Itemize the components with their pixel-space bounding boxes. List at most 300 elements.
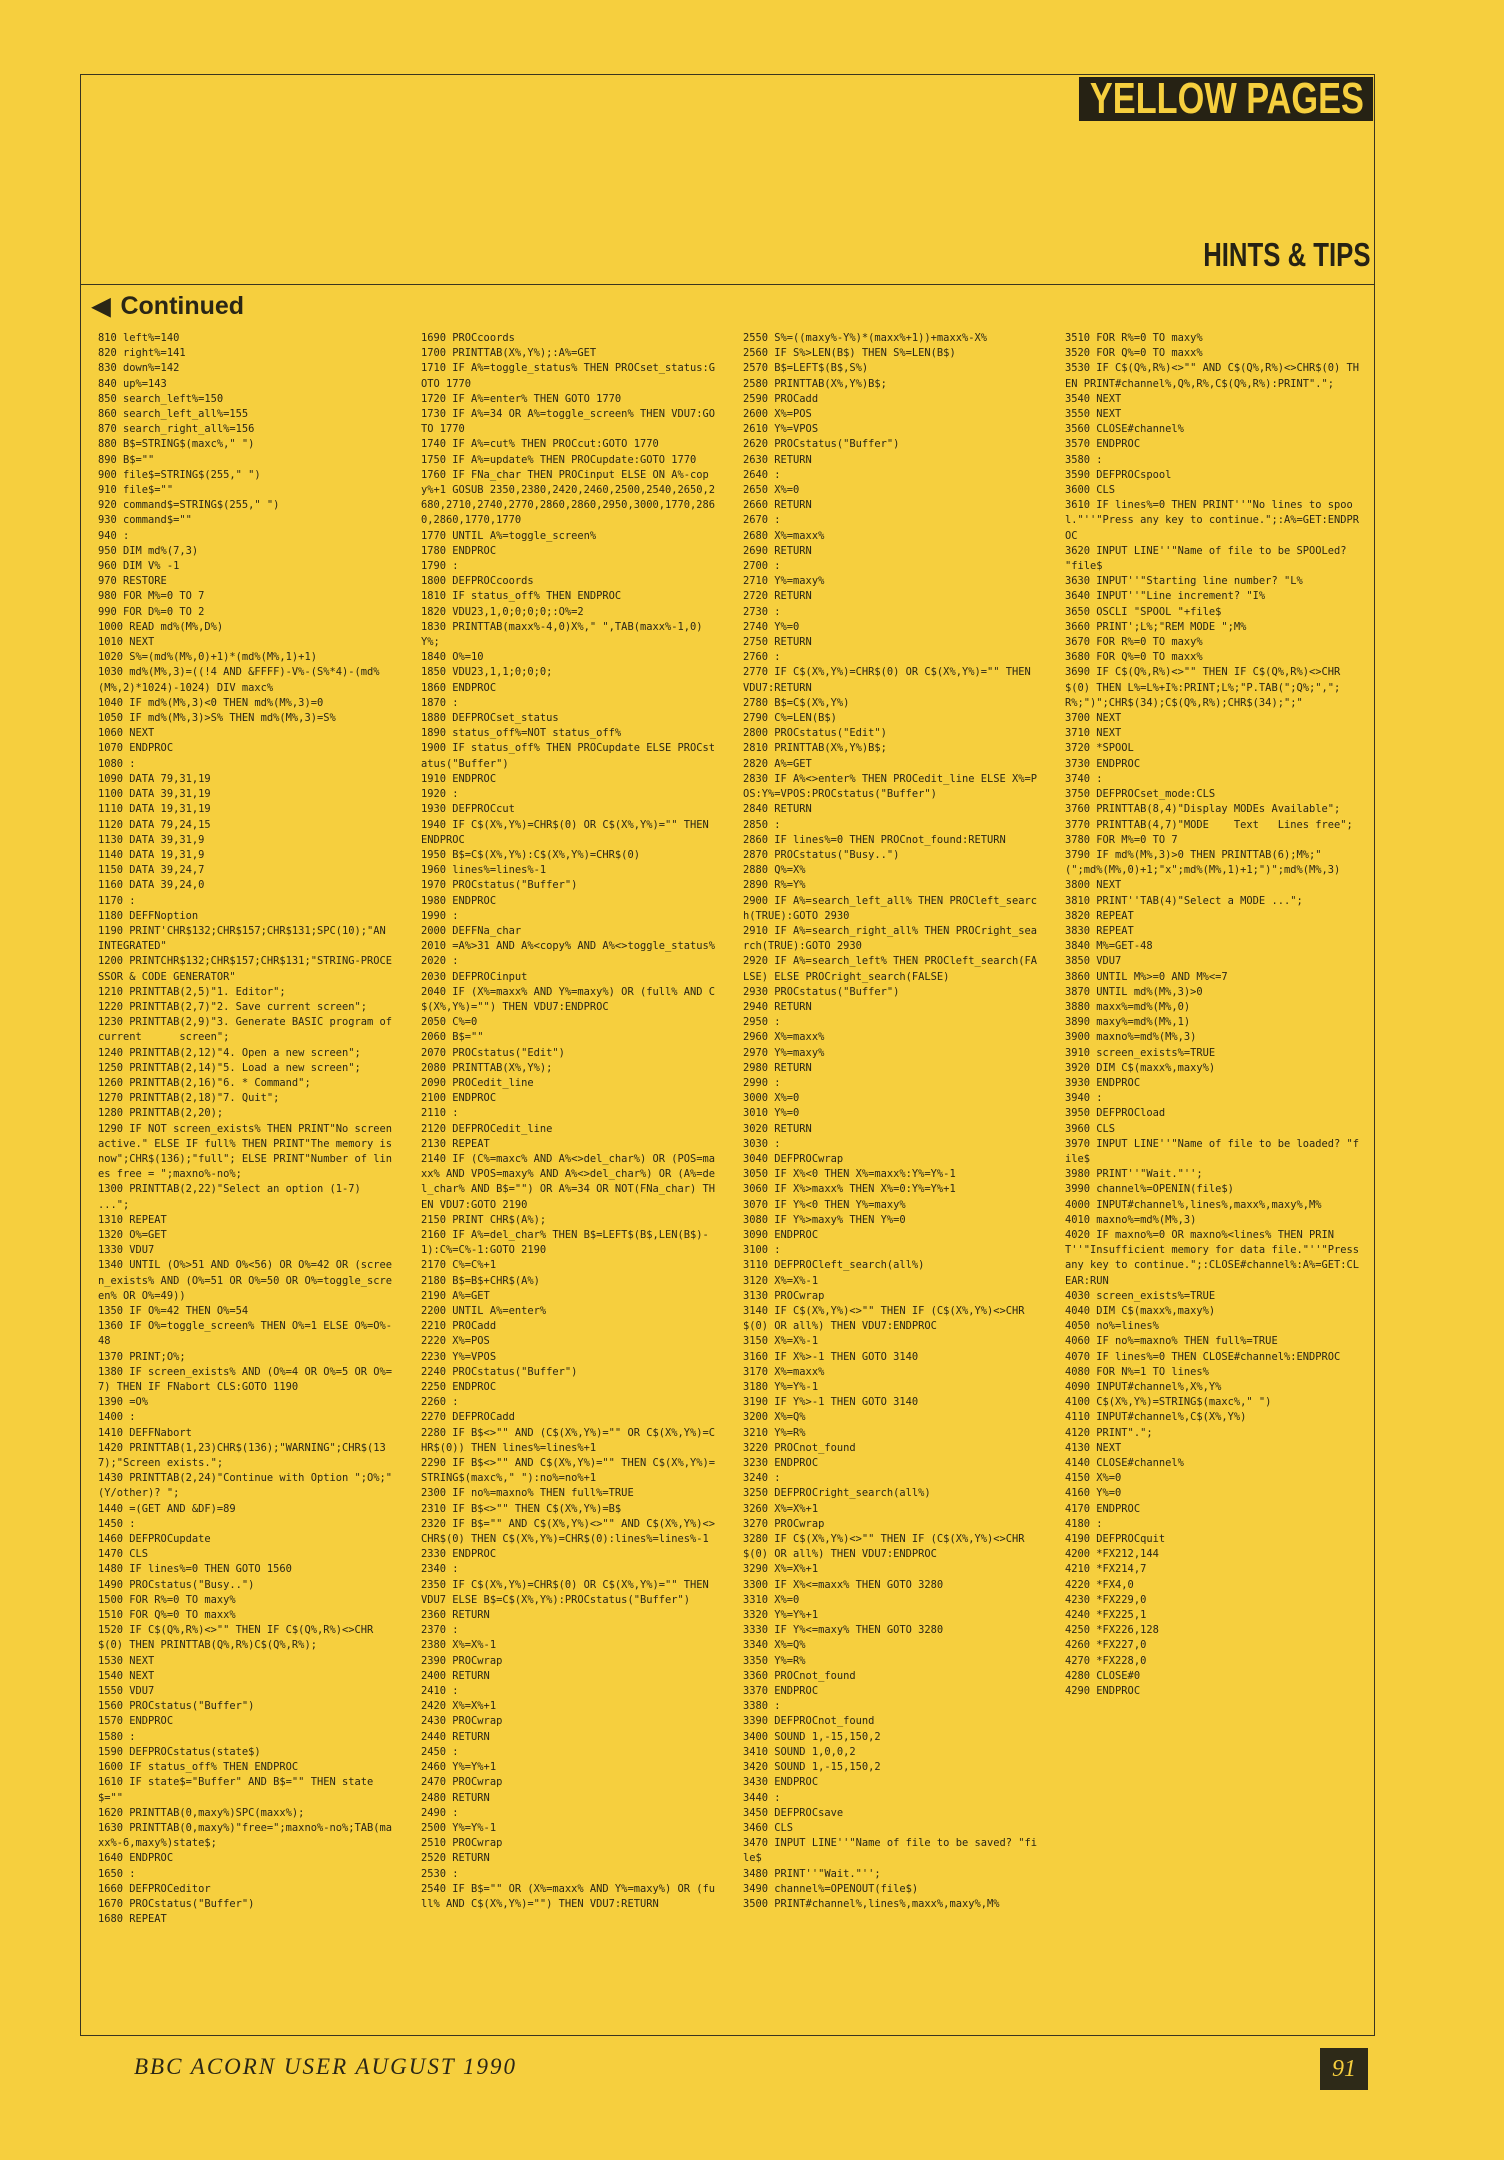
code-line: 2170 C%=C%+1: [421, 1259, 497, 1272]
code-line: 3600 CLS: [1065, 484, 1116, 497]
code-line: 2760 :: [743, 651, 781, 664]
code-line: 1660 DEFPROCeditor: [98, 1882, 211, 1895]
code-line: 2190 A%=GET: [421, 1289, 490, 1302]
code-line: 3810 PRINT''TAB(4)"Select a MODE ...";: [1065, 894, 1303, 907]
code-line: 3200 X%=Q%: [743, 1411, 806, 1424]
code-line: 2520 RETURN: [421, 1852, 490, 1865]
code-line: 1920 :: [421, 788, 459, 801]
code-line: 1990 :: [421, 909, 459, 922]
code-line: 1370 PRINT;O%;: [98, 1350, 186, 1363]
code-line: 3870 UNTIL md%(M%,3)>0: [1065, 985, 1203, 998]
code-line: 4070 IF lines%=0 THEN CLOSE#channel%:ENDPROC: [1065, 1350, 1341, 1363]
code-line: 2850 :: [743, 818, 781, 831]
code-line: 2020 :: [421, 955, 459, 968]
code-line: 3550 NEXT: [1065, 408, 1122, 421]
code-line: 2210 PROCadd: [421, 1320, 497, 1333]
code-line: 2920 IF A%=search_left% THEN PROCleft_search(FALSE) ELSE PROCright_search(FALSE): [743, 955, 1038, 983]
code-line: 3280 IF C$(X%,Y%)<>"" THEN IF (C$(X%,Y%)<>CHR$(0) OR all%) THEN VDU7:ENDPROC: [743, 1533, 1025, 1561]
code-line: 2370 :: [421, 1624, 459, 1637]
code-line: 930 command$="": [98, 514, 192, 527]
code-line: 2380 X%=X%-1: [421, 1639, 497, 1652]
code-line: 880 B$=STRING$(maxc%," "): [98, 438, 255, 451]
page-number: 91: [1320, 2048, 1368, 2090]
code-line: 1940 IF C$(X%,Y%)=CHR$(0) OR C$(X%,Y%)="" THEN ENDPROC: [421, 818, 716, 846]
code-line: 1620 PRINTTAB(0,maxy%)SPC(maxx%);: [98, 1806, 305, 1819]
code-line: 4000 INPUT#channel%,lines%,maxx%,maxy%,M%: [1065, 1198, 1322, 1211]
code-line: 2780 B$=C$(X%,Y%): [743, 696, 850, 709]
code-line: 2330 ENDPROC: [421, 1548, 497, 1561]
code-line: 3700 NEXT: [1065, 712, 1122, 725]
code-line: 2120 DEFPROCedit_line: [421, 1122, 553, 1135]
code-line: 1200 PRINTCHR$132;CHR$157;CHR$131;"STRING-PROCESSOR & CODE GENERATOR": [98, 955, 393, 983]
code-line: 1450 :: [98, 1517, 136, 1530]
code-line: 2260 :: [421, 1396, 459, 1409]
code-line: 1000 READ md%(M%,D%): [98, 620, 224, 633]
code-line: 3450 DEFPROCsave: [743, 1806, 844, 1819]
code-line: 3670 FOR R%=0 TO maxy%: [1065, 636, 1203, 649]
code-line: 4110 INPUT#channel%,C$(X%,Y%): [1065, 1411, 1247, 1424]
code-line: 2450 :: [421, 1745, 459, 1758]
code-line: 3410 SOUND 1,0,0,2: [743, 1745, 856, 1758]
code-line: 3380 :: [743, 1700, 781, 1713]
code-line: 4280 CLOSE#0: [1065, 1669, 1141, 1682]
code-line: 2410 :: [421, 1685, 459, 1698]
code-line: 3000 X%=0: [743, 1092, 800, 1105]
code-line: 3830 REPEAT: [1065, 924, 1134, 937]
code-line: 1320 O%=GET: [98, 1228, 167, 1241]
code-line: 3170 X%=maxx%: [743, 1365, 825, 1378]
code-line: 1020 S%=(md%(M%,0)+1)*(md%(M%,1)+1): [98, 651, 317, 664]
code-line: 3400 SOUND 1,-15,150,2: [743, 1730, 881, 1743]
code-line: 4270 *FX228,0: [1065, 1654, 1147, 1667]
code-line: 2060 B$="": [421, 1031, 484, 1044]
code-line: 1550 VDU7: [98, 1685, 155, 1698]
code-line: 4060 IF no%=maxno% THEN full%=TRUE: [1065, 1335, 1278, 1348]
code-line: 2160 IF A%=del_char% THEN B$=LEFT$(B$,LEN(B$)-1):C%=C%-1:GOTO 2190: [421, 1228, 709, 1257]
code-line: 1010 NEXT: [98, 636, 155, 649]
code-line: 4150 X%=0: [1065, 1472, 1122, 1485]
listing-column-2: [421, 331, 717, 1912]
code-line: 1630 PRINTTAB(0,maxy%)"free=";maxno%-no%;TAB(maxx%-6,maxy%)state$;: [98, 1821, 393, 1850]
code-line: 890 B$="": [98, 453, 155, 466]
code-line: 2770 IF C$(X%,Y%)=CHR$(0) OR C$(X%,Y%)="" THEN VDU7:RETURN: [743, 666, 1038, 694]
code-line: 2240 PROCstatus("Buffer"): [421, 1365, 578, 1378]
code-line: 1760 IF FNa_char THEN PROCinput ELSE ON A%-copy%+1 GOSUB 2350,2380,2420,2460,2500,2540,2650,2680,2710,2740,2770,2860,2860,2950,3000,1770,2860,2860,1770,1770: [421, 468, 716, 527]
code-line: 4100 C$(X%,Y%)=STRING$(maxc%," "): [1065, 1396, 1272, 1409]
code-line: 3940 :: [1065, 1092, 1103, 1105]
code-line: 1070 ENDPROC: [98, 742, 174, 755]
code-line: 3570 ENDPROC: [1065, 438, 1141, 451]
code-line: 2970 Y%=maxy%: [743, 1046, 825, 1059]
code-line: 810 left%=140: [98, 332, 180, 344]
code-line: 3650 OSCLI "SPOOL "+file$: [1065, 605, 1222, 618]
code-line: 4220 *FX4,0: [1065, 1578, 1134, 1591]
code-line: 2040 IF (X%=maxx% AND Y%=maxy%) OR (full% AND C$(X%,Y%)="") THEN VDU7:ENDPROC: [421, 985, 716, 1013]
code-line: 3230 ENDPROC: [743, 1457, 819, 1470]
code-line: 3190 IF Y%>-1 THEN GOTO 3140: [743, 1396, 919, 1409]
code-line: 860 search_left_all%=155: [98, 408, 249, 421]
code-line: 1910 ENDPROC: [421, 772, 497, 785]
code-line: 3180 Y%=Y%-1: [743, 1381, 819, 1394]
code-line: 3820 REPEAT: [1065, 909, 1134, 922]
code-line: 2610 Y%=VPOS: [743, 423, 819, 436]
code-line: 3850 VDU7: [1065, 955, 1122, 968]
code-line: 1830 PRINTTAB(maxx%-4,0)X%," ",TAB(maxx%-1,0)Y%;: [421, 620, 703, 649]
code-line: 3430 ENDPROC: [743, 1776, 819, 1789]
code-line: 3080 IF Y%>maxy% THEN Y%=0: [743, 1213, 906, 1226]
code-line: 1460 DEFPROCupdate: [98, 1533, 211, 1546]
code-line: 3070 IF Y%<0 THEN Y%=maxy%: [743, 1198, 906, 1211]
code-line: 2490 :: [421, 1806, 459, 1819]
code-line: 3800 NEXT: [1065, 879, 1122, 892]
code-line: 990 FOR D%=0 TO 2: [98, 605, 205, 618]
code-line: 1930 DEFPROCcut: [421, 803, 515, 816]
code-line: 1580 :: [98, 1730, 136, 1743]
code-line: 2630 RETURN: [743, 453, 812, 466]
code-line: 3630 INPUT''"Starting line number? "L%: [1065, 575, 1303, 588]
code-line: 970 RESTORE: [98, 575, 167, 588]
code-line: 1050 IF md%(M%,3)>S% THEN md%(M%,3)=S%: [98, 712, 336, 725]
code-line: 1060 NEXT: [98, 727, 155, 740]
code-line: 1840 O%=10: [421, 651, 484, 664]
code-line: 3310 X%=0: [743, 1593, 800, 1606]
code-line: 4080 FOR N%=1 TO lines%: [1065, 1365, 1209, 1378]
code-line: 2680 X%=maxx%: [743, 529, 825, 542]
code-line: 1210 PRINTTAB(2,5)"1. Editor";: [98, 985, 286, 998]
code-line: 3470 INPUT LINE''"Name of file to be saved? "file$: [743, 1837, 1038, 1865]
code-line: 1880 DEFPROCset_status: [421, 712, 559, 725]
code-line: 2150 PRINT CHR$(A%);: [421, 1213, 547, 1226]
code-line: 2290 IF B$<>"" AND C$(X%,Y%)="" THEN C$(X%,Y%)=STRING$(maxc%," "):no%=no%+1: [421, 1457, 716, 1485]
code-line: 3140 IF C$(X%,Y%)<>"" THEN IF (C$(X%,Y%)<>CHR$(0) OR all%) THEN VDU7:ENDPROC: [743, 1305, 1025, 1333]
code-line: 2440 RETURN: [421, 1730, 490, 1743]
code-line: 3360 PROCnot_found: [743, 1669, 856, 1682]
code-line: 4260 *FX227,0: [1065, 1639, 1147, 1652]
code-line: 1640 ENDPROC: [98, 1852, 174, 1865]
code-line: 1410 DEFFNabort: [98, 1426, 192, 1439]
code-line: 2230 Y%=VPOS: [421, 1350, 497, 1363]
code-line: 2730 :: [743, 605, 781, 618]
code-line: 3370 ENDPROC: [743, 1685, 819, 1698]
code-line: 1970 PROCstatus("Buffer"): [421, 879, 578, 892]
code-line: 3980 PRINT''"Wait."'';: [1065, 1168, 1203, 1181]
code-line: 3880 maxx%=md%(M%,0): [1065, 1000, 1191, 1013]
code-line: 1500 FOR R%=0 TO maxy%: [98, 1593, 236, 1606]
code-line: 3680 FOR Q%=0 TO maxx%: [1065, 651, 1203, 664]
code-line: 920 command$=STRING$(255," "): [98, 499, 280, 512]
code-line: 2990 :: [743, 1076, 781, 1089]
code-line: 3300 IF X%<=maxx% THEN GOTO 3280: [743, 1578, 944, 1591]
code-line: 2280 IF B$<>"" AND (C$(X%,Y%)="" OR C$(X%,Y%)=CHR$(0)) THEN lines%=lines%+1: [421, 1426, 716, 1454]
code-line: 3290 X%=X%+1: [743, 1563, 819, 1576]
code-line: 2390 PROCwrap: [421, 1654, 503, 1667]
code-line: 1950 B$=C$(X%,Y%):C$(X%,Y%)=CHR$(0): [421, 848, 640, 861]
code-line: 1600 IF status_off% THEN ENDPROC: [98, 1761, 299, 1774]
code-line: 2740 Y%=0: [743, 620, 800, 633]
code-line: 4250 *FX226,128: [1065, 1624, 1159, 1637]
code-line: 2340 :: [421, 1563, 459, 1576]
code-line: 2790 C%=LEN(B$): [743, 712, 837, 725]
code-line: 1390 =O%: [98, 1396, 149, 1409]
code-line: 2110 :: [421, 1107, 459, 1120]
code-line: 2700 :: [743, 560, 781, 573]
code-line: 4010 maxno%=md%(M%,3): [1065, 1213, 1197, 1226]
code-line: 3020 RETURN: [743, 1122, 812, 1135]
code-line: 1400 :: [98, 1411, 136, 1424]
code-line: 1730 IF A%=34 OR A%=toggle_screen% THEN VDU7:GOTO 1770: [421, 408, 716, 436]
code-line: 4120 PRINT".";: [1065, 1426, 1153, 1439]
code-line: 4230 *FX229,0: [1065, 1593, 1147, 1606]
code-line: 1560 PROCstatus("Buffer"): [98, 1700, 255, 1713]
code-line: 1510 FOR Q%=0 TO maxx%: [98, 1609, 236, 1622]
code-line: 1110 DATA 19,31,19: [98, 803, 211, 816]
code-line: 3220 PROCnot_found: [743, 1441, 856, 1454]
code-line: 3920 DIM C$(maxx%,maxy%): [1065, 1061, 1216, 1074]
code-line: 1330 VDU7: [98, 1244, 155, 1257]
code-line: 2800 PROCstatus("Edit"): [743, 727, 887, 740]
code-line: 2590 PROCadd: [743, 392, 819, 405]
code-line: 2940 RETURN: [743, 1000, 812, 1013]
code-line: 1860 ENDPROC: [421, 681, 497, 694]
code-line: 1240 PRINTTAB(2,12)"4. Open a new screen";: [98, 1046, 361, 1059]
code-line: 1430 PRINTTAB(2,24)"Continue with Option ";O%;" (Y/other)? ";: [98, 1472, 399, 1500]
code-line: 1670 PROCstatus("Buffer"): [98, 1897, 255, 1910]
code-line: 1420 PRINTTAB(1,23)CHR$(136);"WARNING";CHR$(137);"Screen exists.";: [98, 1441, 386, 1470]
code-line: 2480 RETURN: [421, 1791, 490, 1804]
code-line: 1570 ENDPROC: [98, 1715, 174, 1728]
code-line: 940 :: [98, 529, 130, 542]
code-line: 840 up%=143: [98, 377, 167, 390]
code-line: 2100 ENDPROC: [421, 1092, 497, 1105]
code-line: 2470 PROCwrap: [421, 1776, 503, 1789]
code-line: 1100 DATA 39,31,19: [98, 788, 211, 801]
code-line: 1280 PRINTTAB(2,20);: [98, 1107, 224, 1120]
code-line: 1340 UNTIL (O%>51 AND O%<56) OR O%=42 OR (screen_exists% AND (O%=51 OR O%=50 OR O%=toggle_screen% OR O%=49)): [98, 1259, 393, 1302]
continued-label: Continued: [120, 292, 245, 320]
listing-column-3: [743, 331, 1039, 1912]
code-line: 2090 PROCedit_line: [421, 1076, 534, 1089]
code-line: 3560 CLOSE#channel%: [1065, 423, 1184, 436]
code-line: 900 file$=STRING$(255," "): [98, 468, 261, 481]
code-line: 3100 :: [743, 1244, 781, 1257]
code-line: 2980 RETURN: [743, 1061, 812, 1074]
code-line: 1900 IF status_off% THEN PROCupdate ELSE PROCstatus("Buffer"): [421, 742, 716, 770]
code-line: 3690 IF C$(Q%,R%)<>"" THEN IF C$(Q%,R%)<>CHR$(0) THEN L%=L%+I%:PRINT;L%;"P.TAB(";Q%;",";R%;")";CHR$(34);C$(Q%,R%);CHR$(34);";": [1065, 666, 1341, 709]
code-line: 2460 Y%=Y%+1: [421, 1761, 497, 1774]
code-line: 1080 :: [98, 757, 136, 770]
code-line: 1710 IF A%=toggle_status% THEN PROCset_status:GOTO 1770: [421, 362, 716, 390]
code-line: 1540 NEXT: [98, 1669, 155, 1682]
code-line: 2270 DEFPROCadd: [421, 1411, 515, 1424]
code-line: 2840 RETURN: [743, 803, 812, 816]
code-line: 3780 FOR M%=0 TO 7: [1065, 833, 1178, 846]
code-line: 3340 X%=Q%: [743, 1639, 806, 1652]
code-line: 3750 DEFPROCset_mode:CLS: [1065, 788, 1216, 801]
code-line: 1120 DATA 79,24,15: [98, 818, 211, 831]
code-line: 1980 ENDPROC: [421, 894, 497, 907]
code-line: 4180 :: [1065, 1517, 1103, 1530]
code-line: 1690 PROCcoords: [421, 332, 515, 344]
code-line: 3010 Y%=0: [743, 1107, 800, 1120]
code-line: 1250 PRINTTAB(2,14)"5. Load a new screen";: [98, 1061, 361, 1074]
code-line: 2580 PRINTTAB(X%,Y%)B$;: [743, 377, 887, 390]
code-line: 820 right%=141: [98, 347, 186, 360]
code-line: 2810 PRINTTAB(X%,Y%)B$;: [743, 742, 887, 755]
code-line: 4030 screen_exists%=TRUE: [1065, 1289, 1216, 1302]
code-line: 2600 X%=POS: [743, 408, 812, 421]
code-line: 3620 INPUT LINE''"Name of file to be SPOOLed? "file$: [1065, 544, 1353, 573]
code-line: 3730 ENDPROC: [1065, 757, 1141, 770]
code-line: 3350 Y%=R%: [743, 1654, 806, 1667]
code-line: 1720 IF A%=enter% THEN GOTO 1770: [421, 392, 622, 405]
code-line: 1960 lines%=lines%-1: [421, 864, 547, 877]
code-line: 3770 PRINTTAB(4,7)"MODE Text Lines free";: [1065, 818, 1353, 831]
code-line: 2000 DEFFNa_char: [421, 924, 522, 937]
code-line: 1090 DATA 79,31,19: [98, 772, 211, 785]
code-line: 1270 PRINTTAB(2,18)"7. Quit";: [98, 1092, 280, 1105]
code-line: 2130 REPEAT: [421, 1137, 490, 1150]
code-line: 3240 :: [743, 1472, 781, 1485]
code-line: 3530 IF C$(Q%,R%)<>"" AND C$(Q%,R%)<>CHR$(0) THEN PRINT#channel%,Q%,R%,C$(Q%,R%):PRINT".";: [1065, 362, 1360, 390]
code-line: 1160 DATA 39,24,0: [98, 879, 205, 892]
code-line: 4190 DEFPROCquit: [1065, 1533, 1166, 1546]
code-line: 3260 X%=X%+1: [743, 1502, 819, 1515]
code-line: 2310 IF B$<>"" THEN C$(X%,Y%)=B$: [421, 1502, 622, 1515]
code-line: 1360 IF O%=toggle_screen% THEN O%=1 ELSE O%=O%-48: [98, 1320, 393, 1348]
code-line: 1230 PRINTTAB(2,9)"3. Generate BASIC program of current screen";: [98, 1016, 399, 1044]
code-line: 4130 NEXT: [1065, 1441, 1122, 1454]
code-line: 4200 *FX212,144: [1065, 1548, 1159, 1561]
code-line: 3900 maxno%=md%(M%,3): [1065, 1031, 1197, 1044]
code-line: 2080 PRINTTAB(X%,Y%);: [421, 1061, 553, 1074]
code-line: 1680 REPEAT: [98, 1913, 167, 1926]
code-line: 2010 =A%>31 AND A%<copy% AND A%<>toggle_status%: [421, 940, 716, 953]
code-line: 1770 UNTIL A%=toggle_screen%: [421, 529, 597, 542]
code-line: 4240 *FX225,1: [1065, 1609, 1147, 1622]
code-line: 3540 NEXT: [1065, 392, 1122, 405]
code-line: 2030 DEFPROCinput: [421, 970, 528, 983]
code-line: 2050 C%=0: [421, 1016, 478, 1029]
code-line: 1170 :: [98, 894, 136, 907]
code-line: 4140 CLOSE#channel%: [1065, 1457, 1184, 1470]
subsection-title: HINTS & TIPS: [1203, 236, 1371, 273]
code-line: 2430 PROCwrap: [421, 1715, 503, 1728]
code-line: 3110 DEFPROCleft_search(all%): [743, 1259, 925, 1272]
code-line: 2860 IF lines%=0 THEN PROCnot_found:RETURN: [743, 833, 1006, 846]
code-line: 1180 DEFFNoption: [98, 909, 199, 922]
code-line: 2540 IF B$="" OR (X%=maxx% AND Y%=maxy%) OR (full% AND C$(X%,Y%)="") THEN VDU7:RETURN: [421, 1882, 716, 1910]
code-line: 2510 PROCwrap: [421, 1837, 503, 1850]
code-line: 4090 INPUT#channel%,X%,Y%: [1065, 1381, 1222, 1394]
code-line: 1740 IF A%=cut% THEN PROCcut:GOTO 1770: [421, 438, 659, 451]
code-line: 3440 :: [743, 1791, 781, 1804]
code-line: 3890 maxy%=md%(M%,1): [1065, 1016, 1191, 1029]
code-line: 3040 DEFPROCwrap: [743, 1152, 844, 1165]
code-line: 3970 INPUT LINE''"Name of file to be loaded? "file$: [1065, 1137, 1360, 1165]
code-line: 3420 SOUND 1,-15,150,2: [743, 1761, 881, 1774]
left-arrow-icon: ◀: [92, 293, 111, 320]
code-line: 3990 channel%=OPENIN(file$): [1065, 1183, 1234, 1196]
code-line: 1480 IF lines%=0 THEN GOTO 1560: [98, 1563, 292, 1576]
code-line: 3760 PRINTTAB(8,4)"Display MODEs Available";: [1065, 803, 1341, 816]
code-line: 3130 PROCwrap: [743, 1289, 825, 1302]
code-line: 2890 R%=Y%: [743, 879, 806, 892]
code-line: 3860 UNTIL M%>=0 AND M%<=7: [1065, 970, 1228, 983]
code-line: 2530 :: [421, 1867, 459, 1880]
code-line: 3060 IF X%>maxx% THEN X%=0:Y%=Y%+1: [743, 1183, 956, 1196]
section-title-banner: YELLOW PAGES: [1079, 77, 1373, 121]
code-line: 4040 DIM C$(maxx%,maxy%): [1065, 1305, 1216, 1317]
code-line: 2300 IF no%=maxno% THEN full%=TRUE: [421, 1487, 634, 1500]
code-line: 1870 :: [421, 696, 459, 709]
code-line: 3320 Y%=Y%+1: [743, 1609, 819, 1622]
code-line: 3090 ENDPROC: [743, 1228, 819, 1241]
continued-heading: [92, 292, 244, 321]
code-line: 3210 Y%=R%: [743, 1426, 806, 1439]
footer-publication: BBC ACORN USER AUGUST 1990: [134, 2054, 517, 2079]
code-line: 2140 IF (C%=maxc% AND A%<>del_char%) OR (POS=maxx% AND VPOS=maxy% AND A%<>del_char%) OR (A%=del_char% AND B$="") OR A%=34 OR NOT(FNa_char) THEN VDU7:GOTO 2190: [421, 1152, 716, 1211]
code-line: 3390 DEFPROCnot_found: [743, 1715, 875, 1728]
code-line: 830 down%=142: [98, 362, 180, 375]
code-line: 3660 PRINT';L%;"REM MODE ";M%: [1065, 620, 1247, 633]
code-line: 1700 PRINTTAB(X%,Y%);:A%=GET: [421, 347, 597, 360]
code-line: 2550 S%=((maxy%-Y%)*(maxx%+1))+maxx%-X%: [743, 332, 987, 344]
code-line: 2220 X%=POS: [421, 1335, 490, 1348]
code-line: 1590 DEFPROCstatus(state$): [98, 1745, 261, 1758]
code-line: 2500 Y%=Y%-1: [421, 1821, 497, 1834]
code-line: 2350 IF C$(X%,Y%)=CHR$(0) OR C$(X%,Y%)="" THEN VDU7 ELSE B$=C$(X%,Y%):PROCstatus("Buffer"): [421, 1578, 716, 1606]
code-line: 1140 DATA 19,31,9: [98, 848, 205, 861]
code-line: 1260 PRINTTAB(2,16)"6. * Command";: [98, 1076, 311, 1089]
code-line: 2960 X%=maxx%: [743, 1031, 825, 1044]
code-line: 1890 status_off%=NOT status_off%: [421, 727, 622, 740]
code-line: 2950 :: [743, 1016, 781, 1029]
code-line: 3250 DEFPROCright_search(all%): [743, 1487, 931, 1500]
code-line: 1350 IF O%=42 THEN O%=54: [98, 1305, 249, 1317]
code-line: 1220 PRINTTAB(2,7)"2. Save current screen";: [98, 1000, 367, 1013]
code-line: 1310 REPEAT: [98, 1213, 167, 1226]
code-line: 3720 *SPOOL: [1065, 742, 1134, 755]
code-line: 3490 channel%=OPENOUT(file$): [743, 1882, 919, 1895]
code-line: 3160 IF X%>-1 THEN GOTO 3140: [743, 1350, 919, 1363]
code-line: 3930 ENDPROC: [1065, 1076, 1141, 1089]
code-line: 2670 :: [743, 514, 781, 527]
code-line: 2360 RETURN: [421, 1609, 490, 1622]
code-line: 1470 CLS: [98, 1548, 149, 1561]
code-line: 850 search_left%=150: [98, 392, 224, 405]
code-line: 2900 IF A%=search_left_all% THEN PROCleft_search(TRUE):GOTO 2930: [743, 894, 1038, 922]
code-line: 3710 NEXT: [1065, 727, 1122, 740]
code-line: 1030 md%(M%,3)=((!4 AND &FFFF)-V%-(S%*4)-(md%(M%,2)*1024)-1024) DIV maxc%: [98, 666, 380, 694]
code-line: 3460 CLS: [743, 1821, 794, 1834]
code-line: 1040 IF md%(M%,3)<0 THEN md%(M%,3)=0: [98, 696, 324, 709]
code-line: 1790 :: [421, 560, 459, 573]
code-line: 3790 IF md%(M%,3)>0 THEN PRINTTAB(6);M%;" (";md%(M%,0)+1;"x";md%(M%,1)+1;")";md%(M%,3): [1065, 848, 1347, 877]
code-line: 2880 Q%=X%: [743, 864, 806, 877]
code-line: 3150 X%=X%-1: [743, 1335, 819, 1348]
code-line: 2560 IF S%>LEN(B$) THEN S%=LEN(B$): [743, 347, 956, 360]
code-line: 1490 PROCstatus("Busy.."): [98, 1578, 255, 1591]
code-line: 1610 IF state$="Buffer" AND B$="" THEN state$="": [98, 1776, 374, 1804]
code-line: 2250 ENDPROC: [421, 1381, 497, 1394]
code-line: 1380 IF screen_exists% AND (O%=4 OR O%=5 OR O%=7) THEN IF FNabort CLS:GOTO 1190: [98, 1365, 393, 1394]
code-line: 1530 NEXT: [98, 1654, 155, 1667]
code-line: 3520 FOR Q%=0 TO maxx%: [1065, 347, 1203, 360]
code-line: 2320 IF B$="" AND C$(X%,Y%)<>"" AND C$(X%,Y%)<>CHR$(0) THEN C$(X%,Y%)=CHR$(0):lines%=lines%-1: [421, 1517, 716, 1546]
code-line: 3640 INPUT''"Line increment? "I%: [1065, 590, 1266, 603]
code-line: 1750 IF A%=update% THEN PROCupdate:GOTO 1770: [421, 453, 697, 466]
code-line: 2690 RETURN: [743, 544, 812, 557]
